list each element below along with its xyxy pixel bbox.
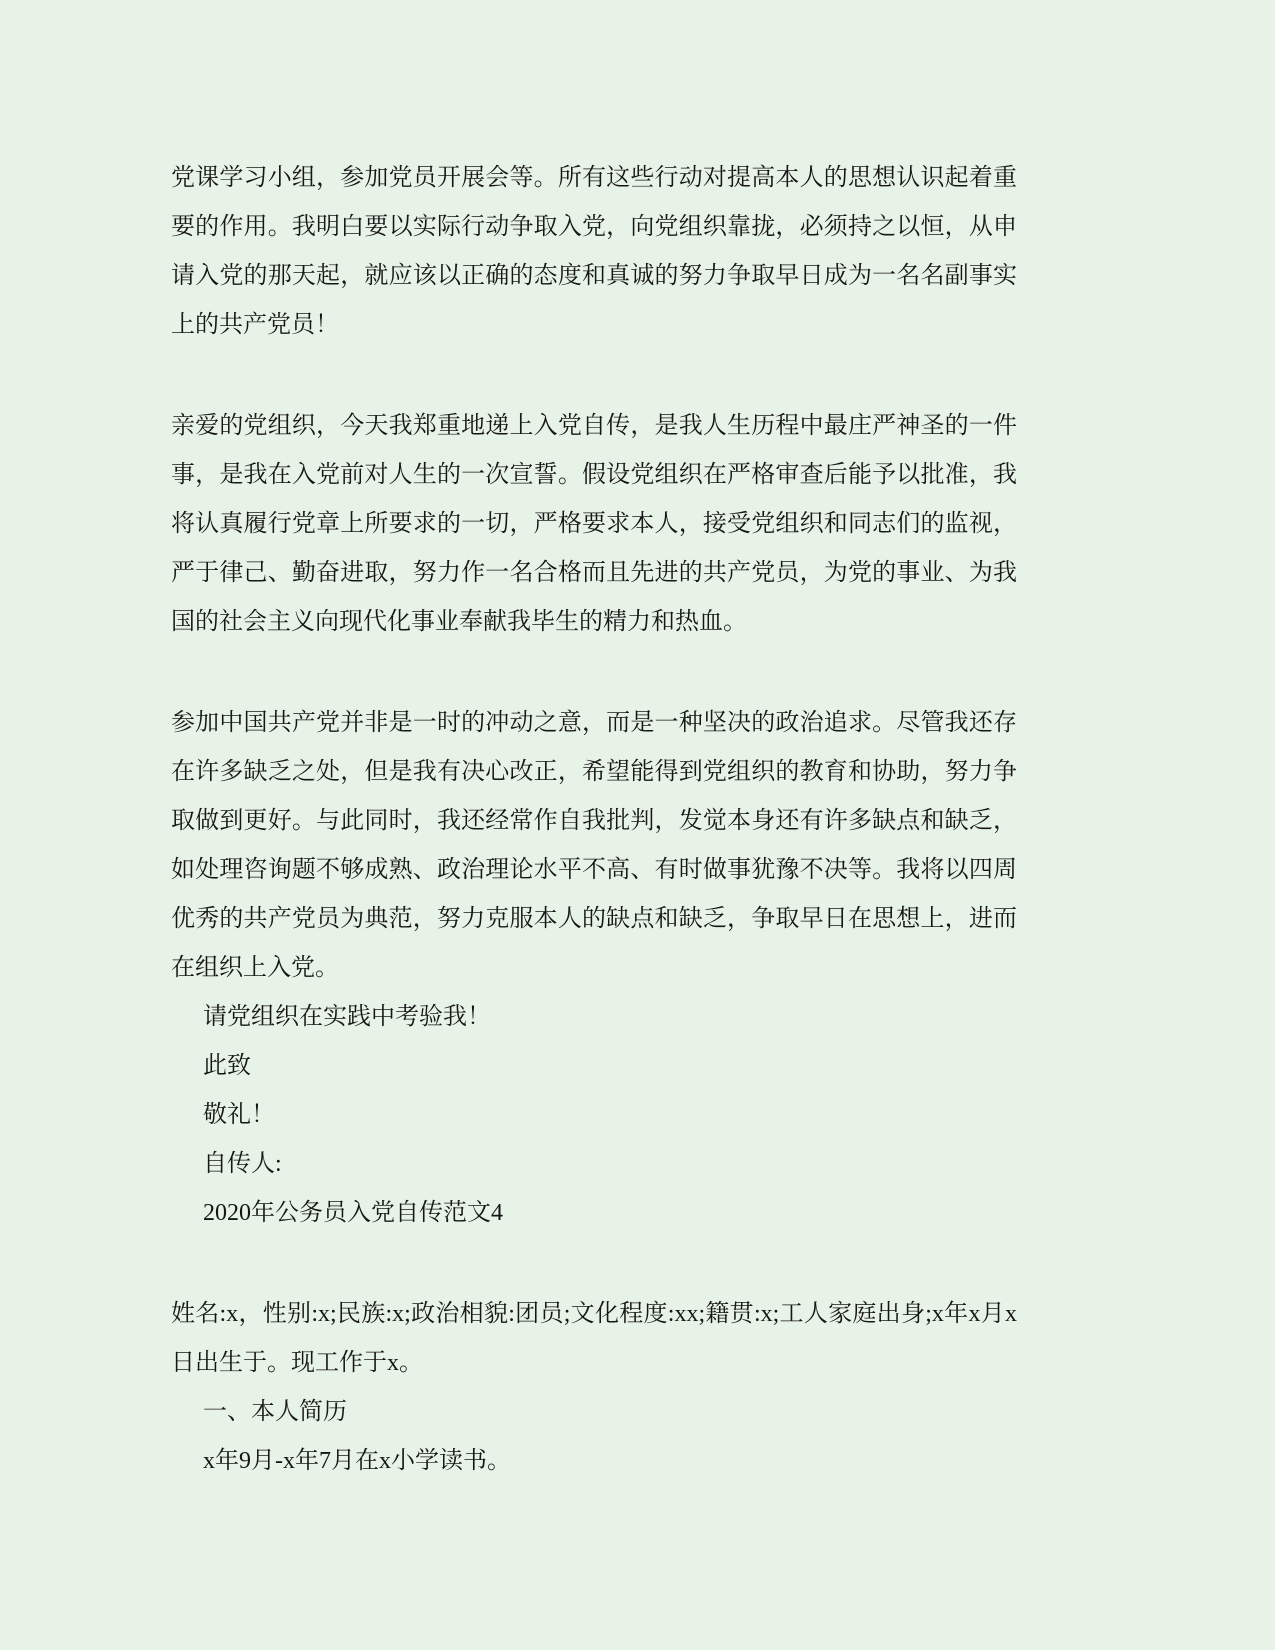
paragraph-page-continuation: 党课学习小组，参加党员开展会等。所有这些行动对提高本人的思想认识起着重要的作用。我明白要以实际行动争取入党，向党组织靠拢，必须持之以恒，从申请入党的那天起，就应该以正确的态度和真诚的努力争取早日成为一名名副事实上的共产党员！ bbox=[171, 165, 1017, 338]
line-jingli: 敬礼！ bbox=[203, 1102, 275, 1128]
paragraph-motivation: 参加中国共产党并非是一时的冲动之意，而是一种坚决的政治追求。尽管我还存在许多缺乏之处，但是我有决心改正，希望能得到党组织的教育和协助，努力争取做到更好。与此同时，我还经常作自我批判，发觉本身还有许多缺点和缺乏，如处理咨询题不够成熟、政治理论水平不高、有时做事犹豫不决等。我将以四周优秀的共产党员为典范，努力克服本人的缺点和缺乏，争取早日在思想上，进而在组织上入党。 bbox=[171, 710, 1017, 981]
line-section-resume-heading: 一、本人简历 bbox=[203, 1399, 347, 1425]
paragraph-pledge: 亲爱的党组织，今天我郑重地递上入党自传，是我人生历程中最庄严神圣的一件事，是我在入党前对人生的一次宣誓。假设党组织在严格审查后能予以批准，我将认真履行党章上所要求的一切，严格要求本人，接受党组织和同志们的监视，严于律己、勤奋进取，努力作一名合格而且先进的共产党员，为党的事业、为我国的社会主义向现代化事业奉献我毕生的精力和热血。 bbox=[171, 413, 1017, 635]
line-author: 自传人: bbox=[203, 1151, 282, 1177]
line-resume-item: x年9月-x年7月在x小学读书。 bbox=[203, 1448, 511, 1474]
line-sample-title: 2020年公务员入党自传范文4 bbox=[203, 1200, 503, 1226]
line-test-request: 请党组织在实践中考验我！ bbox=[203, 1004, 491, 1030]
document-body bbox=[171, 154, 1017, 1486]
paragraph-personal-profile: 姓名:x，性别:x;民族:x;政治相貌:团员;文化程度:xx;籍贯:x;工人家庭出身;x年x月x日出生于。现工作于x。 bbox=[171, 1301, 1017, 1376]
line-cizhi: 此致 bbox=[203, 1053, 251, 1079]
